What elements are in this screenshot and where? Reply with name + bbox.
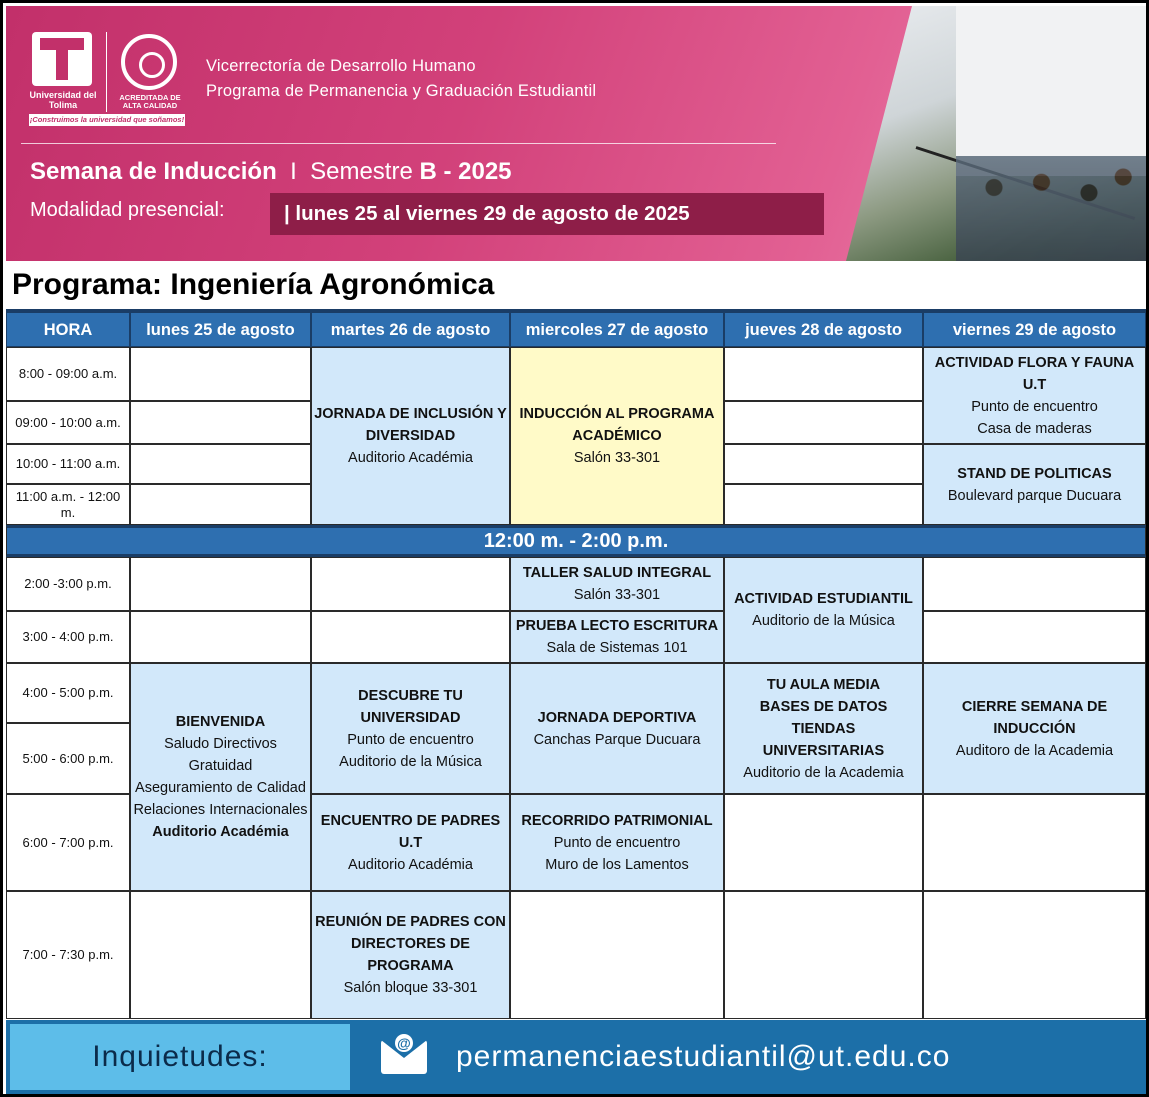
header-viernes: viernes 29 de agosto bbox=[923, 309, 1146, 347]
event-location: Auditorio Académia bbox=[348, 856, 473, 873]
header-jueves: jueves 28 de agosto bbox=[724, 309, 923, 347]
event-title: INDUCCIÓN AL PROGRAMA ACADÉMICO bbox=[519, 406, 715, 444]
event-taller-salud bbox=[510, 557, 724, 611]
time-cell: 10:00 - 11:00 a.m. bbox=[6, 444, 130, 484]
empty-slot bbox=[130, 891, 311, 1019]
semestre-label: Semestre bbox=[310, 158, 413, 185]
event-location: Auditorio de la Música bbox=[339, 753, 482, 770]
event-location: Auditorio de la Música bbox=[752, 613, 895, 629]
event-stand-politicas bbox=[923, 444, 1146, 525]
header-martes: martes 26 de agosto bbox=[311, 309, 510, 347]
event-location: Sala de Sistemas 101 bbox=[546, 640, 688, 656]
building-wall bbox=[956, 6, 1146, 176]
vice-line-2: Programa de Permanencia y Graduación Estudiantil bbox=[206, 82, 597, 100]
event-location: Muro de los Lamentos bbox=[545, 856, 689, 873]
event-title: REUNIÓN DE PADRES CON DIRECTORES DE PROGRAMA bbox=[315, 914, 506, 974]
event-location: Punto de encuentro bbox=[971, 398, 1098, 415]
event-title: ACTIVIDAD FLORA Y FAUNA U.T bbox=[934, 354, 1135, 393]
empty-slot bbox=[724, 891, 923, 1019]
slogan: ¡Construimos la universidad que soñamos! bbox=[29, 115, 185, 124]
event-line: Relaciones Internacionales bbox=[133, 802, 308, 818]
event-title: ENCUENTRO DE PADRES U.T bbox=[320, 812, 501, 851]
lunch-break: 12:00 m. - 2:00 p.m. bbox=[6, 525, 1146, 557]
empty-slot bbox=[311, 557, 510, 611]
event-title: STAND DE POLITICAS bbox=[957, 465, 1112, 482]
empty-slot bbox=[130, 557, 311, 611]
accreditation-seal-icon bbox=[121, 34, 177, 90]
empty-slot bbox=[510, 891, 724, 1019]
event-recorrido bbox=[510, 794, 724, 891]
time-cell: 5:00 - 6:00 p.m. bbox=[6, 723, 130, 794]
empty-slot bbox=[923, 557, 1146, 611]
students-crowd bbox=[956, 156, 1146, 261]
event-location: Auditorio Académia bbox=[152, 824, 289, 840]
event-induccion-programa bbox=[510, 347, 724, 525]
header-miercoles: miercoles 27 de agosto bbox=[510, 309, 724, 347]
time-cell: 7:00 - 7:30 p.m. bbox=[6, 891, 130, 1019]
banner-rule bbox=[21, 143, 776, 144]
event-title: DESCUBRE TU UNIVERSIDAD bbox=[358, 687, 463, 726]
event-jornada-deportiva bbox=[510, 663, 724, 794]
event-line: Gratuidad bbox=[188, 758, 253, 774]
event-encuentro-padres bbox=[311, 794, 510, 891]
contact-email[interactable]: permanenciaestudiantil@ut.edu.co bbox=[456, 1040, 951, 1073]
semestre-value: B - 2025 bbox=[419, 158, 512, 185]
event-location: Auditorio de la Academia bbox=[743, 764, 904, 781]
event-line: Saludo Directivos bbox=[164, 736, 277, 752]
empty-slot bbox=[724, 794, 923, 891]
event-title: RECORRIDO PATRIMONIAL bbox=[521, 812, 713, 829]
event-title: PRUEBA LECTO ESCRITURA bbox=[515, 618, 719, 634]
event-actividad-estudiantil bbox=[724, 557, 923, 663]
dates-banner: | lunes 25 al viernes 29 de agosto de 2025 bbox=[270, 193, 824, 235]
event-descubre bbox=[311, 663, 510, 794]
header-hora: HORA bbox=[6, 309, 130, 347]
vice-rectorate bbox=[206, 54, 596, 104]
empty-slot bbox=[923, 611, 1146, 663]
empty-slot bbox=[724, 347, 923, 401]
university-name: Universidad del Tolima bbox=[29, 90, 97, 110]
event-location: Punto de encuentro bbox=[553, 834, 681, 851]
event-title: ACTIVIDAD ESTUDIANTIL bbox=[734, 591, 913, 607]
event-bienvenida bbox=[130, 663, 311, 891]
event-prueba-lecto bbox=[510, 611, 724, 663]
event-location: Canchas Parque Ducuara bbox=[533, 731, 701, 748]
empty-slot bbox=[923, 794, 1146, 891]
event-location: Salón 33-301 bbox=[573, 587, 661, 603]
event-location: Salón 33-301 bbox=[573, 450, 661, 466]
semana-label: Semana de Inducción bbox=[30, 158, 277, 185]
event-location: Boulevard parque Ducuara bbox=[947, 487, 1122, 504]
event-title: JORNADA DEPORTIVA bbox=[537, 709, 697, 726]
event-cierre bbox=[923, 663, 1146, 794]
inquietudes-label: Inquietudes: bbox=[10, 1024, 350, 1090]
empty-slot bbox=[130, 401, 311, 444]
event-jornada-inclusion bbox=[311, 347, 510, 525]
banner bbox=[6, 6, 1146, 261]
event-reunion-padres bbox=[311, 891, 510, 1019]
event-title: TALLER SALUD INTEGRAL bbox=[522, 565, 712, 581]
students-photo bbox=[846, 6, 1146, 261]
event-location: Punto de encuentro bbox=[347, 731, 474, 748]
contact-footer bbox=[6, 1020, 1146, 1094]
modalidad-label: Modalidad presencial: bbox=[30, 199, 225, 221]
semana-heading bbox=[30, 158, 512, 186]
event-location: Auditoro de la Academia bbox=[955, 742, 1114, 759]
empty-slot bbox=[311, 611, 510, 663]
event-location: Casa de maderas bbox=[977, 420, 1092, 437]
event-title: CIERRE SEMANA DE INDUCCIÓN bbox=[961, 698, 1108, 737]
event-location: Auditorio Académia bbox=[348, 450, 473, 466]
vice-line-1: Vicerrectoría de Desarrollo Humano bbox=[206, 57, 476, 75]
time-cell: 4:00 - 5:00 p.m. bbox=[6, 663, 130, 723]
header-lunes: lunes 25 de agosto bbox=[130, 309, 311, 347]
event-title: TU AULA MEDIA BASES DE DATOS TIENDAS UNIVERSITARIAS bbox=[759, 676, 888, 759]
logo-divider bbox=[106, 32, 107, 112]
schedule-grid bbox=[6, 309, 1146, 1019]
event-title: BIENVENIDA bbox=[175, 714, 266, 730]
time-cell: 6:00 - 7:00 p.m. bbox=[6, 794, 130, 891]
empty-slot bbox=[724, 401, 923, 444]
time-cell: 2:00 -3:00 p.m. bbox=[6, 557, 130, 611]
time-cell: 8:00 - 09:00 a.m. bbox=[6, 347, 130, 401]
semana-separator: I bbox=[290, 158, 297, 185]
program-title: Programa: Ingeniería Agronómica bbox=[12, 268, 495, 301]
empty-slot bbox=[130, 444, 311, 484]
empty-slot bbox=[130, 484, 311, 525]
ut-logo-icon bbox=[32, 32, 92, 86]
event-location: Salón bloque 33-301 bbox=[343, 980, 478, 996]
empty-slot bbox=[724, 444, 923, 484]
accreditation-text: ACREDITADA DE ALTA CALIDAD bbox=[119, 93, 181, 110]
empty-slot bbox=[130, 347, 311, 401]
time-cell: 3:00 - 4:00 p.m. bbox=[6, 611, 130, 663]
empty-slot bbox=[130, 611, 311, 663]
envelope-at-icon bbox=[381, 1040, 427, 1074]
event-title: JORNADA DE INCLUSIÓN Y DIVERSIDAD bbox=[314, 406, 507, 444]
empty-slot bbox=[923, 891, 1146, 1019]
event-aula-media bbox=[724, 663, 923, 794]
event-line: Aseguramiento de Calidad bbox=[135, 780, 306, 796]
time-cell: 11:00 a.m. - 12:00 m. bbox=[6, 484, 130, 525]
event-flora-fauna bbox=[923, 347, 1146, 444]
time-cell: 09:00 - 10:00 a.m. bbox=[6, 401, 130, 444]
empty-slot bbox=[724, 484, 923, 525]
